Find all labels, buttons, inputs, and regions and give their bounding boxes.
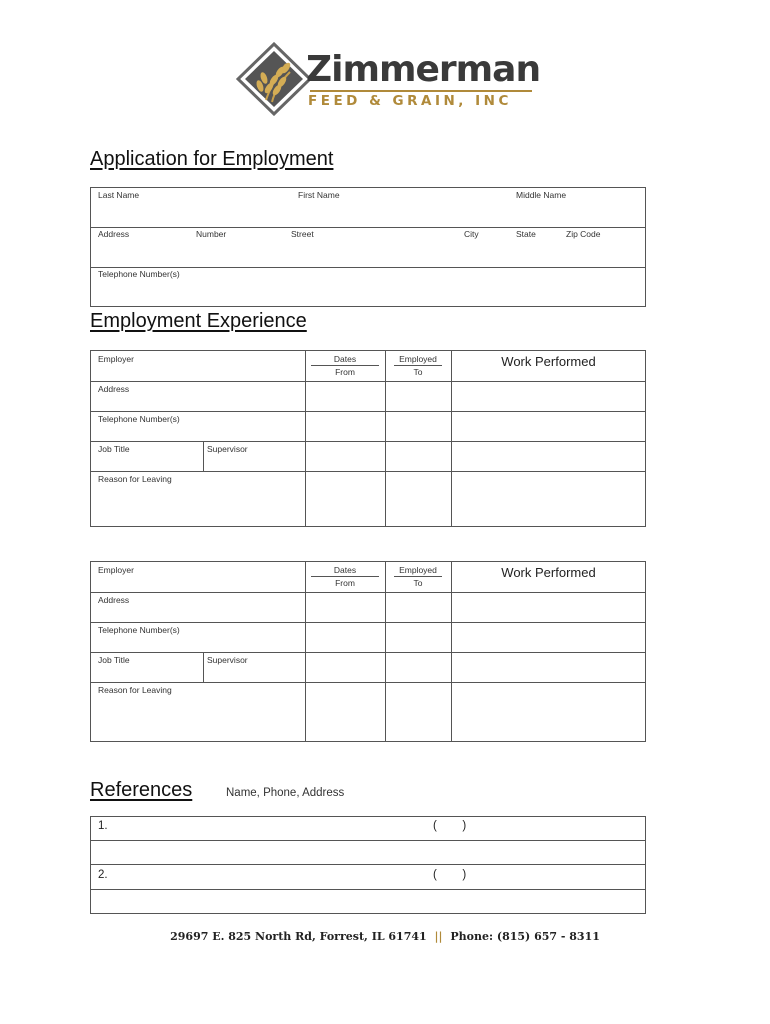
city-label: City [464,229,479,239]
date-from-field[interactable] [309,384,381,524]
logo-subtitle: FEED & GRAIN, INC [308,93,512,109]
employed-label: Employed [399,354,437,364]
footer-separator: || [434,930,443,943]
from-label: From [335,578,355,588]
reference-1-field[interactable] [115,819,425,837]
reason-for-leaving-label: Reason for Leaving [98,685,172,695]
address-label: Address [98,595,130,605]
telephone-label: Telephone Number(s) [98,414,180,424]
footer-phone: Phone: (815) 657 - 8311 [450,930,600,943]
to-label: To [413,578,423,588]
reason-for-leaving-field[interactable] [96,488,301,522]
reference-2-detail-field[interactable] [96,892,641,910]
reason-for-leaving-field[interactable] [96,699,301,737]
reference-2-phone-parens: ( ) [433,869,467,881]
dates-label: Dates [333,354,357,364]
zip-code-label: Zip Code [566,229,601,239]
number-label: Number [196,229,227,239]
telephone-field[interactable] [96,284,641,304]
wheat-diamond-icon [236,42,312,116]
work-performed-field[interactable] [455,595,641,737]
employer-label: Employer [98,565,134,575]
dates-label: Dates [333,565,357,575]
last-name-field[interactable] [96,204,291,224]
first-name-label: First Name [298,190,340,200]
last-name-label: Last Name [98,190,140,200]
work-performed-field[interactable] [455,384,641,522]
address-label: Address [98,384,130,394]
job-title-label: Job Title [98,655,130,665]
state-label: State [516,229,536,239]
references-title: References [90,779,193,801]
supervisor-label: Supervisor [207,444,248,454]
company-logo [236,42,541,116]
reason-for-leaving-label: Reason for Leaving [98,474,172,484]
from-label: From [335,367,355,377]
telephone-field[interactable] [96,426,301,440]
address-field[interactable] [96,396,301,410]
address-field[interactable] [96,244,641,264]
logo-name: Zimmerman [306,49,541,90]
employed-label: Employed [399,565,437,575]
divider [90,227,646,228]
to-label: To [413,367,423,377]
telephone-field[interactable] [96,637,301,651]
employer-label: Employer [98,354,134,364]
first-name-field[interactable] [296,204,506,224]
reference-1-number: 1. [98,820,108,832]
employer-field[interactable] [96,577,301,591]
job-title-field[interactable] [96,456,200,470]
date-from-field[interactable] [309,595,381,739]
supervisor-field[interactable] [207,667,301,681]
references-hint: Name, Phone, Address [226,787,345,799]
employer-field[interactable] [96,366,301,380]
middle-name-label: Middle Name [516,190,567,200]
reference-1-detail-field[interactable] [96,843,641,861]
date-to-field[interactable] [389,595,447,739]
footer-address: 29697 E. 825 North Rd, Forrest, IL 61741 [170,930,427,943]
work-performed-label: Work Performed [501,565,596,580]
address-field[interactable] [96,607,301,621]
reference-1-phone-parens: ( ) [433,820,467,832]
footer [0,930,770,943]
middle-name-field[interactable] [514,204,642,224]
job-title-field[interactable] [96,667,200,681]
job-title-label: Job Title [98,444,130,454]
work-performed-label: Work Performed [501,354,596,369]
telephone-label: Telephone Number(s) [98,269,180,279]
divider [90,267,646,268]
supervisor-label: Supervisor [207,655,248,665]
telephone-label: Telephone Number(s) [98,625,180,635]
reference-2-number: 2. [98,869,108,881]
street-label: Street [291,229,314,239]
address-label: Address [98,229,130,239]
experience-title: Employment Experience [90,310,307,332]
date-to-field[interactable] [389,384,447,524]
supervisor-field[interactable] [207,456,301,470]
application-title: Application for Employment [90,148,334,170]
reference-2-field[interactable] [115,867,425,885]
